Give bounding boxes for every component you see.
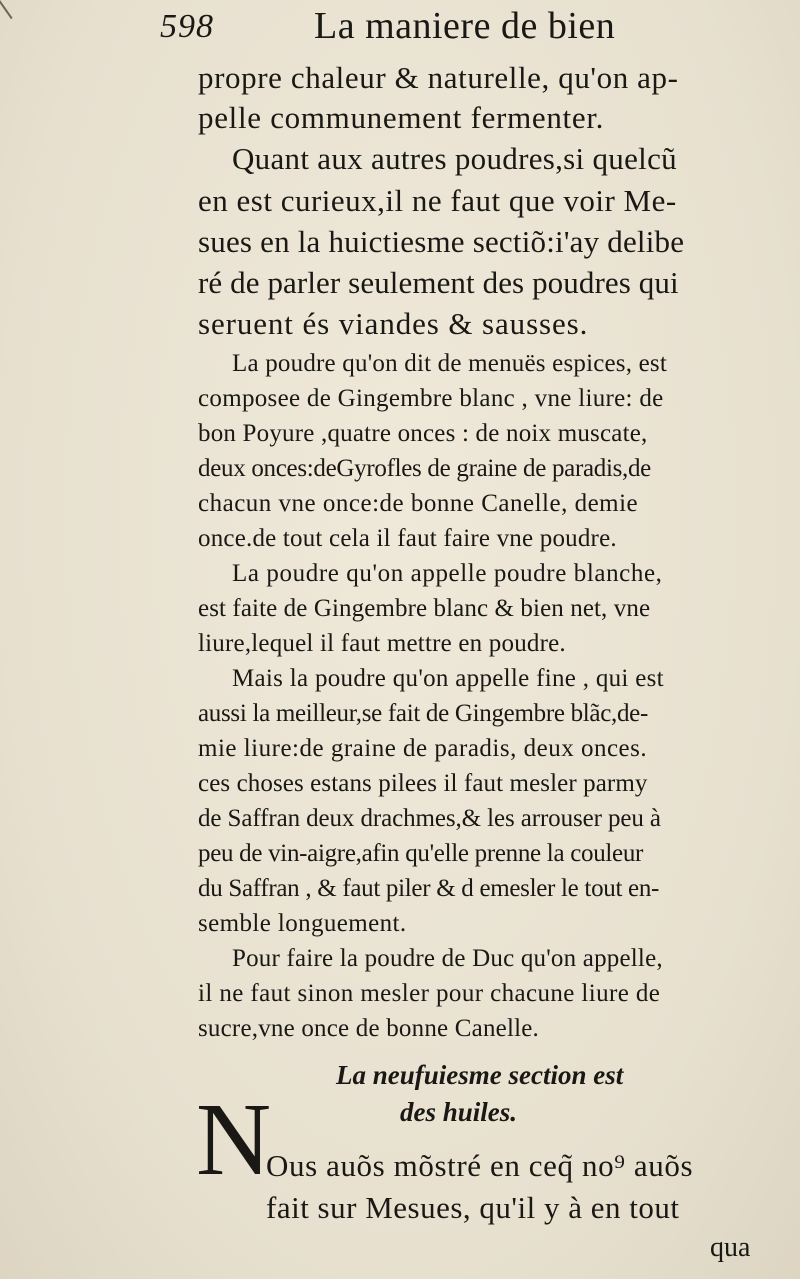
text-line: bon Poyure ,quatre onces : de noix muscate,: [198, 420, 648, 447]
text-line: semble longuement.: [198, 910, 407, 937]
text-line: Pour faire la poudre de Duc qu'on appelle,: [232, 945, 663, 972]
drop-cap: N: [196, 1082, 272, 1197]
text-line: propre chaleur & naturelle, qu'on ap-: [198, 60, 679, 95]
text-line: liure,lequel il faut mettre en poudre.: [198, 630, 566, 657]
text-line: Ous auõs mõstré en ceq̃ no⁹ auõs: [266, 1148, 694, 1183]
page-number: 598: [160, 8, 214, 45]
text-line: pelle communement fermenter.: [198, 100, 605, 135]
text-line: deux onces:deGyrofles de graine de paradis,de: [198, 455, 651, 482]
text-line: est faite de Gingembre blanc & bien net, vne: [198, 595, 651, 622]
text-line: peu de vin-aigre,afin qu'elle prenne la couleur: [198, 840, 644, 867]
text-line: ré de parler seulement des poudres qui: [198, 265, 679, 300]
text-line: de Saffran deux drachmes,& les arrouser peu à: [198, 805, 661, 832]
running-title: La maniere de bien: [314, 5, 616, 47]
page-corner-mark: [0, 0, 13, 19]
section-heading-line1: La neufuiesme section est: [336, 1060, 624, 1090]
text-line: mie liure:de graine de paradis, deux onces.: [198, 735, 648, 762]
text-line: once.de tout cela il faut faire vne poudre.: [198, 525, 617, 552]
text-line: sues en la huictiesme sectiõ:i'ay delibe: [198, 224, 685, 259]
text-line: fait sur Mesues, qu'il y à en tout: [266, 1190, 680, 1225]
text-line: sucre,vne once de bonne Canelle.: [198, 1015, 539, 1042]
text-line: aussi la meilleur,se fait de Gingembre blãc,de-: [198, 700, 648, 727]
text-line: La poudre qu'on appelle poudre blanche,: [232, 560, 663, 587]
text-line: seruent és viandes & sausses.: [198, 306, 589, 341]
catchword: qua: [710, 1232, 751, 1263]
text-line: chacun vne once:de bonne Canelle, demie: [198, 490, 639, 517]
text-line: du Saffran , & faut piler & d emesler le tout en-: [198, 875, 660, 902]
section-heading-line2: des huiles.: [400, 1097, 518, 1127]
text-line: Mais la poudre qu'on appelle fine , qui est: [232, 665, 664, 692]
text-line: La poudre qu'on dit de menuës espices, est: [232, 350, 668, 377]
text-line: il ne faut sinon mesler pour chacune liure de: [198, 980, 661, 1007]
text-line: Quant aux autres poudres,si quelcũ: [232, 141, 677, 176]
text-line: en est curieux,il ne faut que voir Me-: [198, 183, 677, 218]
text-line: ces choses estans pilees il faut mesler parmy: [198, 770, 648, 797]
text-line: composee de Gingembre blanc , vne liure: de: [198, 385, 664, 412]
